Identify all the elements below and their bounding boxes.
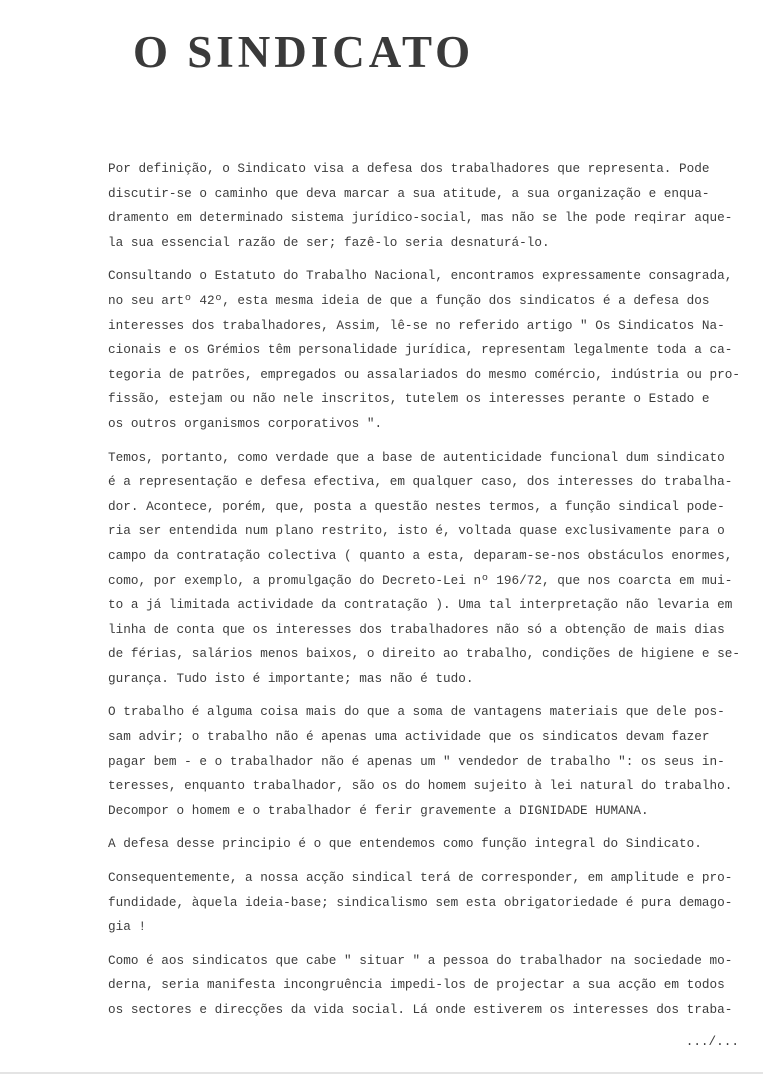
text-line: linha de conta que os interesses dos trabalhadores não só a obtenção de mais dias bbox=[108, 621, 725, 637]
text-line: Consultando o Estatuto do Trabalho Nacional, encontramos expressamente consagrada, bbox=[108, 268, 733, 284]
text-line: O trabalho é alguma coisa mais do que a soma de vantagens materiais que dele pos- bbox=[108, 704, 725, 720]
text-line: Decompor o homem e o trabalhador é ferir gravemente a DIGNIDADE HUMANA. bbox=[108, 802, 649, 818]
text-line: tegoria de patrões, empregados ou assalariados do mesmo comércio, indústria ou pro- bbox=[108, 366, 740, 382]
text-line: Consequentemente, a nossa acção sindical terá de corresponder, em amplitude e pro- bbox=[108, 870, 733, 886]
text-line: derna, seria manifesta incongruência impedi-los de projectar a sua acção em todos bbox=[108, 977, 725, 993]
text-line: cionais e os Grémios têm personalidade jurídica, representam legalmente toda a ca- bbox=[108, 342, 733, 358]
text-line: gia ! bbox=[108, 919, 147, 935]
text-line: teresses, enquanto trabalhador, são os do homem sujeito à lei natural do trabalho. bbox=[108, 778, 733, 794]
text-line: dramento em determinado sistema jurídico-social, mas não se lhe pode reqirar aque- bbox=[108, 210, 733, 226]
paragraph bbox=[108, 157, 758, 255]
text-line: os sectores e direcções da vida social. Lá onde estiverem os interesses dos traba- bbox=[108, 1002, 733, 1017]
text-line: dor. Acontece, porém, que, posta a questão nestes termos, a função sindical pode- bbox=[108, 498, 725, 514]
text-line: Por definição, o Sindicato visa a defesa dos trabalhadores que representa. Pode bbox=[108, 161, 710, 176]
text-line: campo da contratação colectiva ( quanto a esta, deparam-se-nos obstáculos enormes, bbox=[108, 547, 733, 563]
text-line: pagar bem - e o trabalhador não é apenas um " vendedor de trabalho ": os seus in- bbox=[108, 753, 725, 769]
paragraph bbox=[108, 949, 758, 1023]
text-line: A defesa desse principio é o que entendemos como função integral do Sindicato. bbox=[108, 836, 702, 852]
text-line: la sua essencial razão de ser; fazê-lo seria desnaturá-lo. bbox=[108, 234, 550, 250]
text-line: sam advir; o trabalho não é apenas uma actividade que os sindicatos devam fazer bbox=[108, 729, 710, 745]
paragraph bbox=[108, 866, 758, 940]
paragraph bbox=[108, 264, 758, 436]
continuation-mark: .../... bbox=[685, 1034, 739, 1049]
text-line: Temos, portanto, como verdade que a base de autenticidade funcional dum sindicato bbox=[108, 449, 725, 465]
text-line: de férias, salários menos baixos, o direito ao trabalho, condições de higiene e se- bbox=[108, 646, 740, 662]
text-line: gurança. Tudo isto é importante; mas não é tudo. bbox=[108, 670, 474, 686]
text-line: to a já limitada actividade da contratação ). Uma tal interpretação não levaria em bbox=[108, 597, 733, 613]
text-line: Como é aos sindicatos que cabe " situar " a pessoa do trabalhador na sociedade mo- bbox=[108, 952, 733, 968]
paragraph bbox=[108, 700, 758, 823]
text-line: interesses dos trabalhadores, Assim, lê-se no referido artigo " Os Sindicatos Na- bbox=[108, 317, 725, 333]
text-line: discutir-se o caminho que deva marcar a sua atitude, a sua organização e enqua- bbox=[108, 185, 710, 201]
text-line: como, por exemplo, a promulgação do Decreto-Lei nº 196/72, que nos coarcta em mui- bbox=[108, 572, 733, 588]
text-line: ria ser entendida num plano restrito, isto é, voltada quase exclusivamente para o bbox=[108, 523, 725, 539]
document-title: O SINDICATO bbox=[133, 27, 475, 77]
page-edge bbox=[0, 1072, 763, 1074]
document-body bbox=[108, 157, 758, 1032]
text-line: no seu artº 42º, esta mesma ideia de que a função dos sindicatos é a defesa dos bbox=[108, 292, 710, 308]
paragraph bbox=[108, 832, 758, 857]
text-line: fundidade, àquela ideia-base; sindicalismo sem esta obrigatoriedade é pura demago- bbox=[108, 894, 733, 910]
text-line: os outros organismos corporativos ". bbox=[108, 415, 383, 431]
paragraph bbox=[108, 446, 758, 692]
text-line: fissão, estejam ou não nele inscritos, tutelem os interesses perante o Estado e bbox=[108, 391, 710, 407]
text-line: é a representação e defesa efectiva, em qualquer caso, dos interesses do trabalha- bbox=[108, 474, 733, 490]
